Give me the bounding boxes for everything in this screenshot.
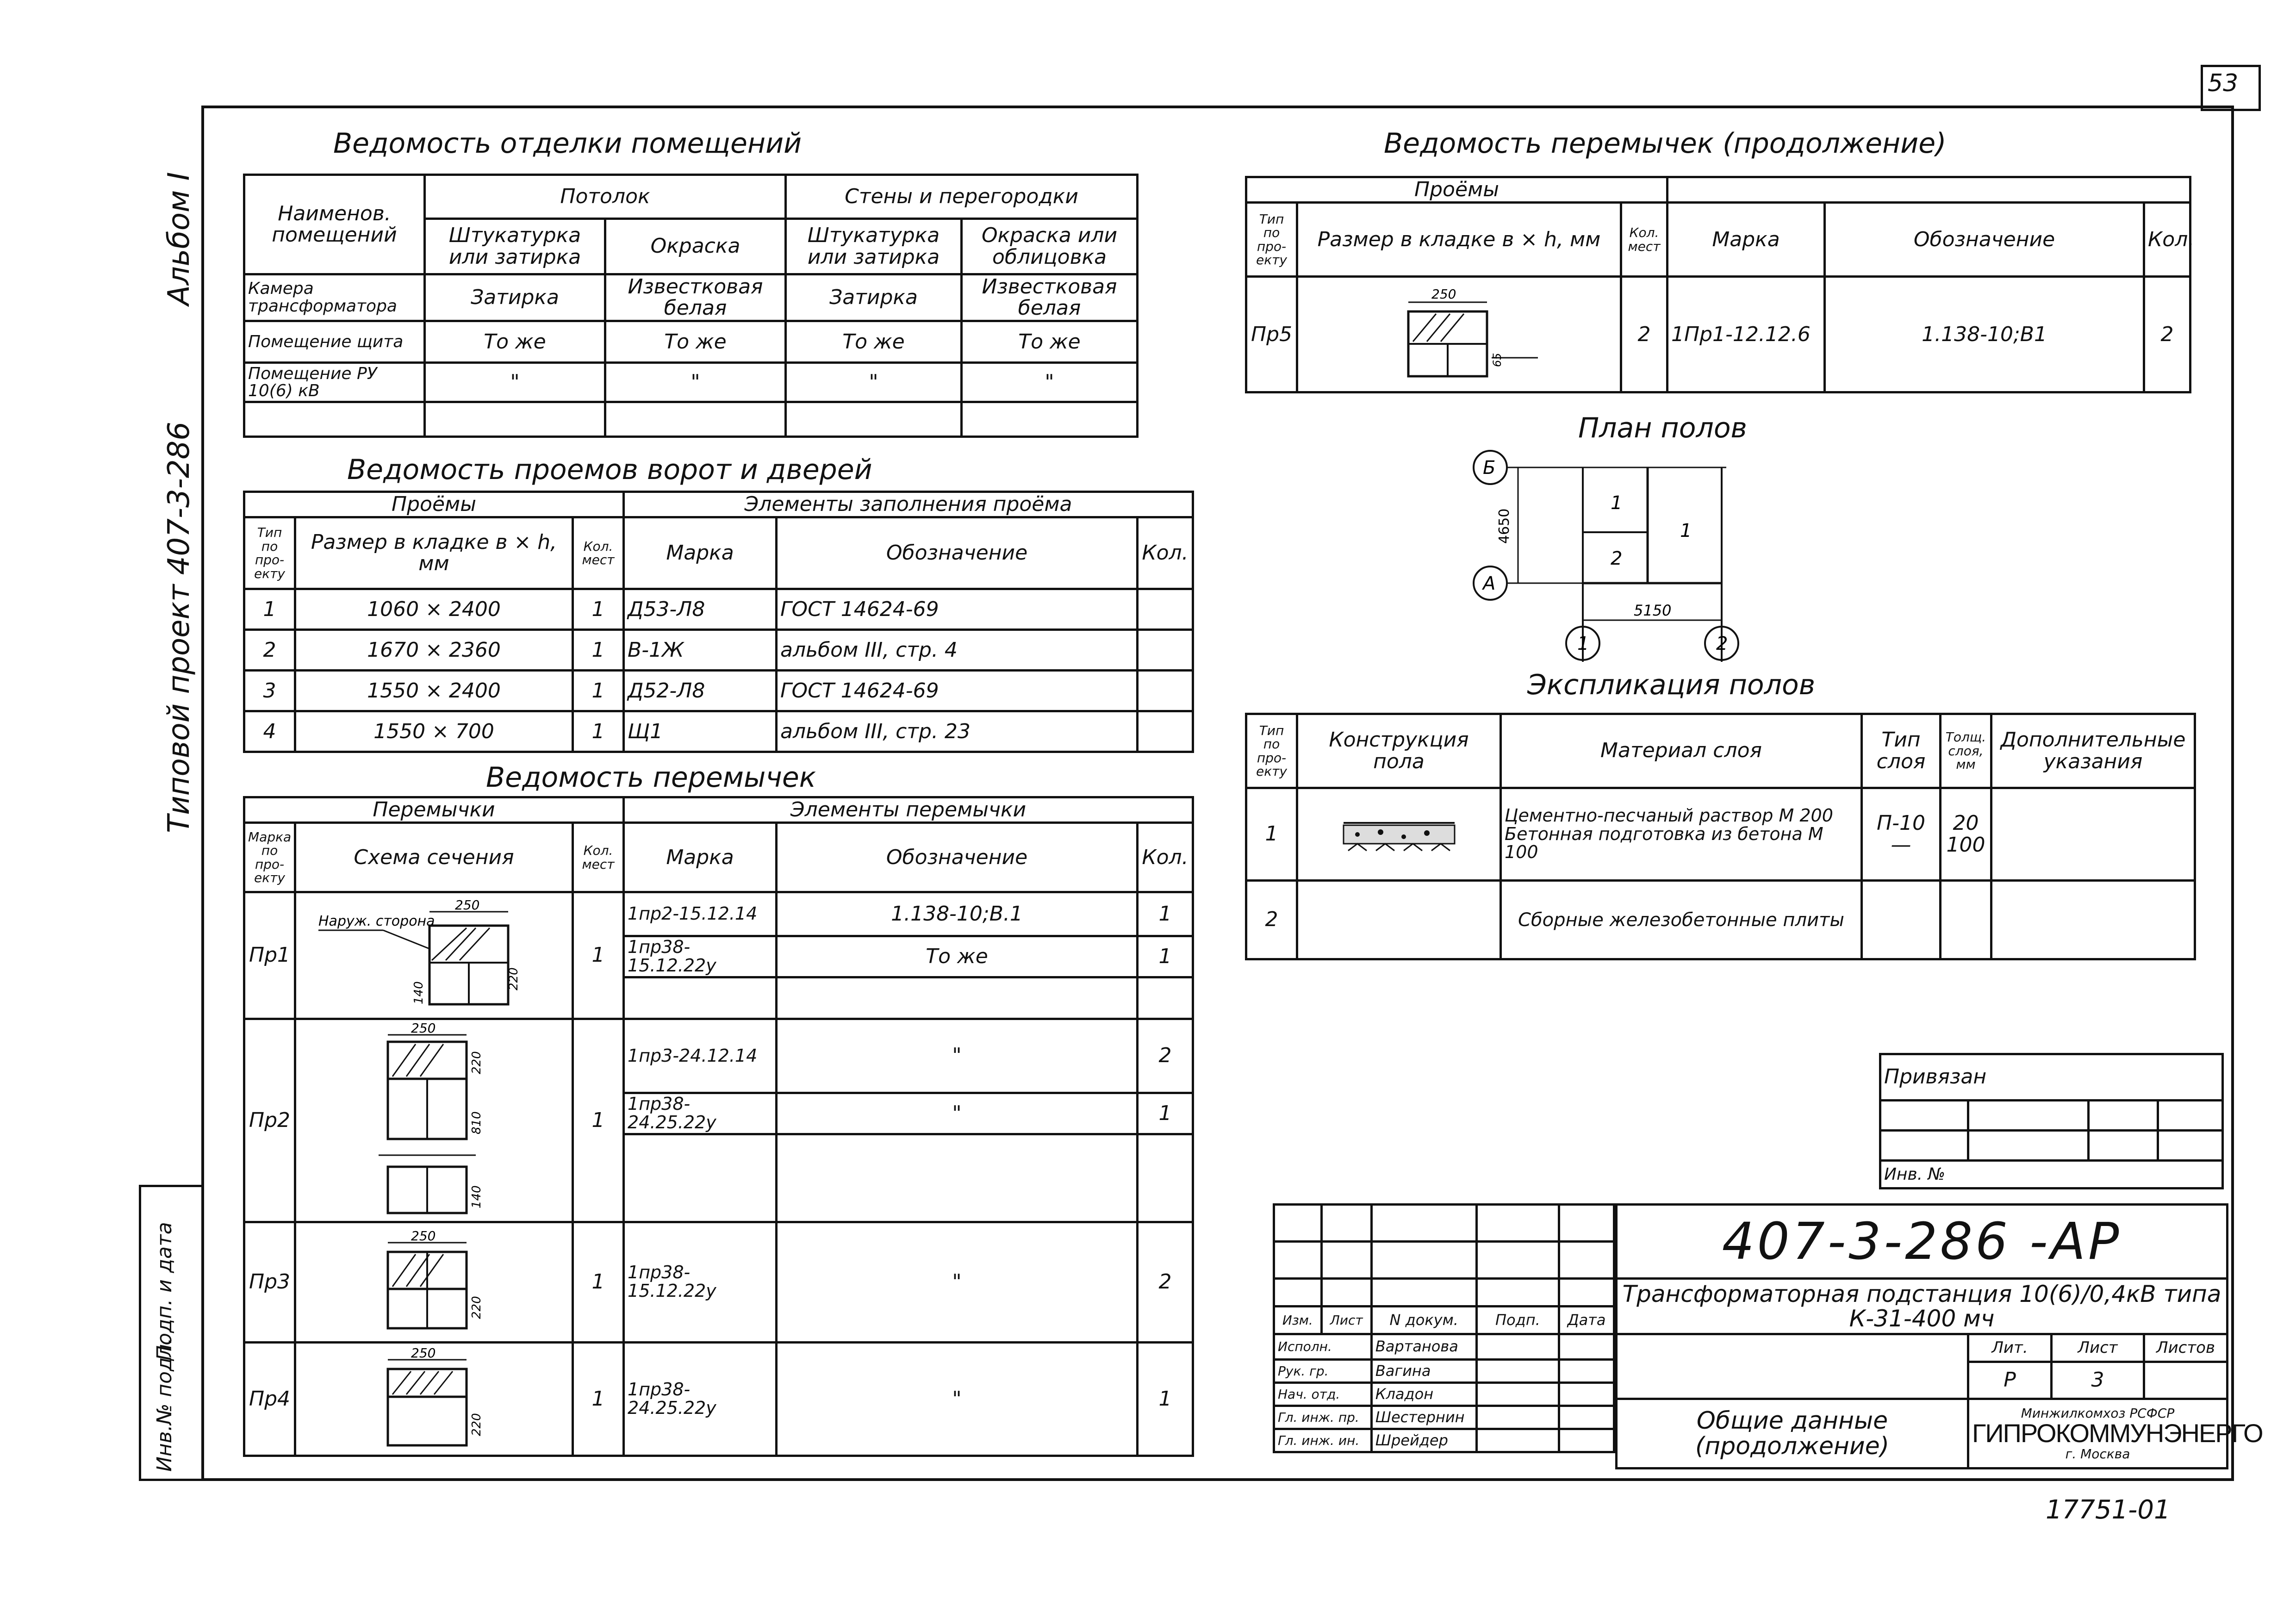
lintel-designation: То же bbox=[777, 936, 1138, 977]
dim-height: 220 bbox=[469, 1296, 484, 1319]
section-scheme-cell bbox=[295, 1019, 573, 1222]
thickness-cell bbox=[1941, 788, 1991, 881]
lintel-count: 1 bbox=[573, 1019, 624, 1222]
dim-horizontal: 5150 bbox=[1634, 602, 1672, 619]
table-cell: 4 bbox=[244, 711, 295, 752]
type-header: Тип по про-екту bbox=[244, 517, 295, 589]
section-scheme-cell bbox=[295, 1222, 573, 1342]
cont-type-header: Тип по про-екту bbox=[1246, 203, 1297, 277]
cont-mark: 1Пр1-12.12.6 bbox=[1668, 277, 1825, 392]
lintel-designation: " bbox=[777, 1222, 1138, 1342]
col-header: Изм. bbox=[1274, 1307, 1322, 1334]
lintel-count-header: Кол. мест bbox=[573, 823, 624, 892]
table-cell: альбом III, стр. 4 bbox=[777, 630, 1138, 671]
zone-1b: 1 bbox=[1680, 520, 1692, 541]
lintel-type: Пр3 bbox=[244, 1222, 295, 1342]
cont-designation-header: Обозначение bbox=[1825, 203, 2144, 277]
cont-empty-header bbox=[1668, 177, 2190, 203]
table-cell bbox=[1138, 711, 1193, 752]
finishing-walls-paint-header: Окраска или облицовка bbox=[962, 219, 1138, 274]
lintel-mark bbox=[624, 977, 777, 1019]
table-row bbox=[244, 363, 1138, 402]
size-header: Размер в кладке в × h, мм bbox=[295, 517, 573, 589]
sheet-header: Лист bbox=[2052, 1334, 2144, 1362]
lintel-designation-header: Обозначение bbox=[777, 823, 1138, 892]
openings-table bbox=[243, 491, 1194, 753]
construction-sketch-cell bbox=[1297, 881, 1501, 959]
dim-width: 250 bbox=[411, 1345, 436, 1361]
cont-qty-header: Кол. bbox=[2144, 203, 2190, 277]
mark-header: Марка bbox=[624, 517, 777, 589]
person-name: Шестернин bbox=[1371, 1406, 1476, 1429]
table-cell: 1550 × 2400 bbox=[295, 671, 573, 711]
lintels-cont-title: Ведомость перемычек (продолжение) bbox=[1384, 127, 1947, 160]
finishing-ceiling-header: Потолок bbox=[425, 175, 786, 219]
lintel-designation: 1.138-10;В.1 bbox=[777, 892, 1138, 936]
organization-cell bbox=[1968, 1399, 2263, 1468]
lintel-qty-header: Кол. bbox=[1138, 823, 1193, 892]
dim-height: 220 bbox=[506, 967, 521, 990]
section-scheme-pr3 bbox=[351, 1228, 517, 1333]
finishing-table bbox=[243, 174, 1139, 438]
lintel-qty: 2 bbox=[1138, 1222, 1193, 1342]
room-name: Камера трансформатора bbox=[244, 274, 425, 321]
notes-header: Дополнительные указания bbox=[1991, 714, 2195, 788]
lintel-designation bbox=[777, 1134, 1138, 1222]
table-cell: То же bbox=[786, 321, 962, 363]
material-line: Сборные железобетонные плиты bbox=[1501, 881, 1862, 959]
material-cell bbox=[1501, 788, 1862, 881]
axis-2: 2 bbox=[1716, 633, 1728, 654]
table-row bbox=[244, 1222, 1193, 1342]
lintel-mark: 1пр38-24.25.22у bbox=[624, 1093, 777, 1134]
album-label: Альбом I bbox=[162, 172, 196, 305]
construction-sketch-cell bbox=[1297, 788, 1501, 881]
table-cell: 3 bbox=[244, 671, 295, 711]
table-cell: Д53-Л8 bbox=[624, 589, 777, 630]
table-cell: Известковая белая bbox=[605, 274, 786, 321]
person-name: Вагина bbox=[1371, 1360, 1476, 1383]
finishing-room-header: Наименов. помещений bbox=[244, 175, 425, 274]
dim-height: 140 bbox=[469, 1185, 484, 1208]
org-city: г. Москва bbox=[2065, 1446, 2130, 1462]
table-row bbox=[1246, 881, 2195, 959]
floor-type: 2 bbox=[1246, 881, 1297, 959]
dim-height: 140 bbox=[411, 981, 426, 1004]
section-scheme-pr2 bbox=[351, 1020, 517, 1218]
lintel-qty: 1 bbox=[1138, 892, 1193, 936]
zone-1a: 1 bbox=[1611, 492, 1623, 514]
table-cell: 2 bbox=[244, 630, 295, 671]
archive-number: 17751-01 bbox=[2046, 1495, 2171, 1525]
lintel-designation: " bbox=[777, 1093, 1138, 1134]
table-cell bbox=[244, 402, 425, 437]
table-row bbox=[1246, 277, 2190, 392]
table-cell: 1 bbox=[573, 589, 624, 630]
table-cell: " bbox=[786, 363, 962, 402]
table-cell: Д52-Л8 bbox=[624, 671, 777, 711]
table-cell: альбом III, стр. 23 bbox=[777, 711, 1138, 752]
table-cell: " bbox=[962, 363, 1138, 402]
dim-width: 250 bbox=[411, 1228, 436, 1244]
lintel-count: 1 bbox=[573, 1222, 624, 1342]
finishing-walls-plaster-header: Штукатурка или затирка bbox=[786, 219, 962, 274]
table-cell: " bbox=[425, 363, 605, 402]
section-scheme-pr1 bbox=[314, 898, 554, 1014]
lintel-mark: 1пр38-24.25.22у bbox=[624, 1342, 777, 1456]
lintels-cont-table bbox=[1245, 176, 2195, 393]
dim-width: 250 bbox=[1431, 286, 1456, 302]
inv-orig-label: Инв.№ подл. bbox=[153, 1338, 176, 1472]
cont-mark-header: Марка bbox=[1668, 203, 1825, 277]
table-cell: 1 bbox=[573, 711, 624, 752]
lit-header: Лит. bbox=[1968, 1334, 2052, 1362]
material-line: Цементно-песчаный раствор М 200 bbox=[1505, 805, 1833, 826]
table-cell: То же bbox=[962, 321, 1138, 363]
attached-box bbox=[1879, 1053, 2224, 1189]
title-block-right bbox=[1615, 1203, 2263, 1469]
zone-2: 2 bbox=[1611, 548, 1623, 569]
attached-label: Привязан bbox=[1880, 1054, 2223, 1101]
project-label: Типовой проект 407-3-286 bbox=[162, 422, 196, 833]
dim-width: 250 bbox=[411, 1020, 436, 1036]
floors-table bbox=[1245, 713, 2196, 960]
section-scheme-cell bbox=[295, 1342, 573, 1456]
lintel-qty: 1 bbox=[1138, 1093, 1193, 1134]
designation-header: Обозначение bbox=[777, 517, 1138, 589]
table-cell bbox=[605, 402, 786, 437]
table-row bbox=[244, 711, 1193, 752]
inv-no-label: Инв. № bbox=[1880, 1161, 2223, 1188]
lintel-type: Пр1 bbox=[244, 892, 295, 1019]
axis-a: А bbox=[1483, 573, 1496, 594]
blank-cell bbox=[1617, 1334, 1968, 1399]
table-cell bbox=[786, 402, 962, 437]
org-ministry: Минжилкомхоз РСФСР bbox=[2021, 1405, 2175, 1421]
lintel-qty bbox=[1138, 977, 1193, 1019]
lintel-mark: 1пр38-15.12.22у bbox=[624, 936, 777, 977]
lintel-type-header: Марка по про-екту bbox=[244, 823, 295, 892]
section-scheme-pr4 bbox=[351, 1345, 517, 1450]
construction-header: Конструкция пола bbox=[1297, 714, 1501, 788]
lintel-count: 1 bbox=[573, 892, 624, 1019]
table-row bbox=[244, 892, 1193, 936]
table-cell bbox=[1138, 589, 1193, 630]
lintel-qty bbox=[1138, 1134, 1193, 1222]
table-cell: 1060 × 2400 bbox=[295, 589, 573, 630]
dim-width: 250 bbox=[454, 897, 479, 913]
lit-value: Р bbox=[1968, 1362, 2052, 1399]
lintel-mark: 1пр2-15.12.14 bbox=[624, 892, 777, 936]
qty-header: Кол. bbox=[1138, 517, 1193, 589]
section-scheme-pr5 bbox=[1362, 284, 1556, 386]
axis-b: Б bbox=[1483, 457, 1496, 479]
sheet-value: 3 bbox=[2052, 1362, 2144, 1399]
layer-type: П-10 bbox=[1877, 811, 1925, 835]
cont-count-header: Кол. мест bbox=[1621, 203, 1668, 277]
layer-type-header: Тип слоя bbox=[1862, 714, 1941, 788]
floors-title: Экспликация полов bbox=[1527, 669, 1816, 701]
table-row bbox=[244, 274, 1138, 321]
table-row bbox=[244, 589, 1193, 630]
dim-height: 65 bbox=[1490, 353, 1504, 367]
notes-cell bbox=[1991, 788, 2195, 881]
fill-group-header: Элементы заполнения проёма bbox=[624, 492, 1193, 517]
sheets-header: Листов bbox=[2144, 1334, 2228, 1362]
lintel-designation bbox=[777, 977, 1138, 1019]
table-cell bbox=[962, 402, 1138, 437]
openings-title: Ведомость проемов ворот и дверей bbox=[347, 454, 872, 486]
col-header: Подп. bbox=[1476, 1307, 1559, 1334]
role: Нач. отд. bbox=[1274, 1383, 1372, 1406]
lintel-qty: 2 bbox=[1138, 1019, 1193, 1093]
table-row bbox=[244, 402, 1138, 437]
table-cell: Известковая белая bbox=[962, 274, 1138, 321]
lintel-mark: 1пр3-24.12.14 bbox=[624, 1019, 777, 1093]
lintel-qty: 1 bbox=[1138, 936, 1193, 977]
table-cell: В-1Ж bbox=[624, 630, 777, 671]
thickness: 20 bbox=[1953, 811, 1979, 835]
table-cell: То же bbox=[605, 321, 786, 363]
role: Рук. гр. bbox=[1274, 1360, 1372, 1383]
sheet-title: Общие данные (продолжение) bbox=[1617, 1399, 1968, 1468]
section-scheme-cell bbox=[1297, 277, 1621, 392]
notes-cell bbox=[1991, 881, 2195, 959]
col-header: Дата bbox=[1559, 1307, 1614, 1334]
table-cell: ГОСТ 14624-69 bbox=[777, 589, 1138, 630]
outer-side-label: Наруж. сторона bbox=[318, 913, 435, 929]
dim-height: 220 bbox=[469, 1413, 484, 1436]
cont-count: 2 bbox=[1621, 277, 1668, 392]
section-scheme-cell bbox=[295, 892, 573, 1019]
finishing-title: Ведомость отделки помещений bbox=[333, 127, 802, 160]
cont-openings-header: Проёмы bbox=[1246, 177, 1668, 203]
table-cell bbox=[425, 402, 605, 437]
person-name: Кладон bbox=[1371, 1383, 1476, 1406]
lintel-mark: 1пр38-15.12.22у bbox=[624, 1222, 777, 1342]
dim-height: 220 bbox=[469, 1051, 484, 1074]
cont-qty: 2 bbox=[2144, 277, 2190, 392]
cont-type: Пр5 bbox=[1246, 277, 1297, 392]
table-cell: 1550 × 700 bbox=[295, 711, 573, 752]
finishing-walls-header: Стены и перегородки bbox=[786, 175, 1138, 219]
table-row bbox=[244, 1342, 1193, 1456]
table-cell: 1 bbox=[573, 671, 624, 711]
thickness-header: Толщ. слоя, мм bbox=[1941, 714, 1991, 788]
lintel-count: 1 bbox=[573, 1342, 624, 1456]
finishing-plaster-header: Штукатурка или затирка bbox=[425, 219, 605, 274]
layer-type bbox=[1862, 881, 1941, 959]
lintels-group-header: Перемычки bbox=[244, 797, 624, 823]
table-cell: 1 bbox=[244, 589, 295, 630]
lintel-qty: 1 bbox=[1138, 1342, 1193, 1456]
floor-plan-title: План полов bbox=[1578, 412, 1747, 444]
table-row bbox=[1246, 788, 2195, 881]
lintel-mark bbox=[624, 1134, 777, 1222]
lintels-table bbox=[243, 796, 1194, 1457]
lintel-type: Пр2 bbox=[244, 1019, 295, 1222]
table-cell: Затирка bbox=[786, 274, 962, 321]
table-cell bbox=[1138, 630, 1193, 671]
table-row bbox=[244, 630, 1193, 671]
table-cell: Щ1 bbox=[624, 711, 777, 752]
col-header: Лист bbox=[1321, 1307, 1371, 1334]
title-block-left bbox=[1273, 1203, 1615, 1453]
drawing-code: 407-3-286 -АР bbox=[1617, 1205, 2228, 1279]
table-cell: Затирка bbox=[425, 274, 605, 321]
table-row bbox=[244, 1019, 1193, 1093]
sheet-number: 53 bbox=[2208, 69, 2239, 97]
role: Гл. инж. ин. bbox=[1274, 1429, 1372, 1452]
lintel-type: Пр4 bbox=[244, 1342, 295, 1456]
room-name: Помещение щита bbox=[244, 321, 425, 363]
table-cell: То же bbox=[425, 321, 605, 363]
floor-type-header: Тип по про-екту bbox=[1246, 714, 1297, 788]
table-cell: ГОСТ 14624-69 bbox=[777, 671, 1138, 711]
layer-type-cell bbox=[1862, 788, 1941, 881]
cont-designation: 1.138-10;В1 bbox=[1825, 277, 2144, 392]
lintel-elements-header: Элементы перемычки bbox=[624, 797, 1193, 823]
object-name: Трансформаторная подстанция 10(6)/0,4кВ типа К-31-400 мч bbox=[1617, 1279, 2228, 1334]
cont-size-header: Размер в кладке в × h, мм bbox=[1297, 203, 1621, 277]
org-name: ГИПРОКОММУНЭНЕРГО bbox=[1972, 1419, 2263, 1448]
floor-construction-sketch bbox=[1339, 814, 1459, 855]
lintel-mark-header: Марка bbox=[624, 823, 777, 892]
sheets-value bbox=[2144, 1362, 2228, 1399]
col-header: N докум. bbox=[1371, 1307, 1476, 1334]
openings-group-header: Проёмы bbox=[244, 492, 624, 517]
person-name: Шрейдер bbox=[1371, 1429, 1476, 1452]
lintels-title: Ведомость перемычек bbox=[486, 761, 816, 794]
table-row bbox=[244, 321, 1138, 363]
thickness: 100 bbox=[1946, 833, 1985, 857]
table-row bbox=[244, 671, 1193, 711]
material-line: Бетонная подготовка из бетона М 100 bbox=[1505, 823, 1823, 863]
axis-1: 1 bbox=[1577, 633, 1589, 654]
role: Гл. инж. пр. bbox=[1274, 1406, 1372, 1429]
table-cell: 1670 × 2360 bbox=[295, 630, 573, 671]
table-cell bbox=[1138, 671, 1193, 711]
count-header: Кол. мест bbox=[573, 517, 624, 589]
material-header: Материал слоя bbox=[1501, 714, 1862, 788]
table-cell: " bbox=[605, 363, 786, 402]
dim-height: 810 bbox=[469, 1111, 484, 1134]
sign-date-label: Подп. и дата bbox=[153, 1222, 176, 1361]
scheme-header: Схема сечения bbox=[295, 823, 573, 892]
table-cell: 1 bbox=[573, 630, 624, 671]
room-name: Помещение РУ 10(6) кВ bbox=[244, 363, 425, 402]
floor-type: 1 bbox=[1246, 788, 1297, 881]
floor-plan-diagram bbox=[1472, 444, 1786, 685]
lintel-designation: " bbox=[777, 1019, 1138, 1093]
role: Исполн. bbox=[1274, 1334, 1372, 1360]
dim-vertical: 4650 bbox=[1496, 508, 1512, 544]
thickness bbox=[1941, 881, 1991, 959]
person-name: Вартанова bbox=[1371, 1334, 1476, 1360]
finishing-paint-header: Окраска bbox=[605, 219, 786, 274]
lintel-designation: " bbox=[777, 1342, 1138, 1456]
layer-type: — bbox=[1891, 833, 1911, 857]
